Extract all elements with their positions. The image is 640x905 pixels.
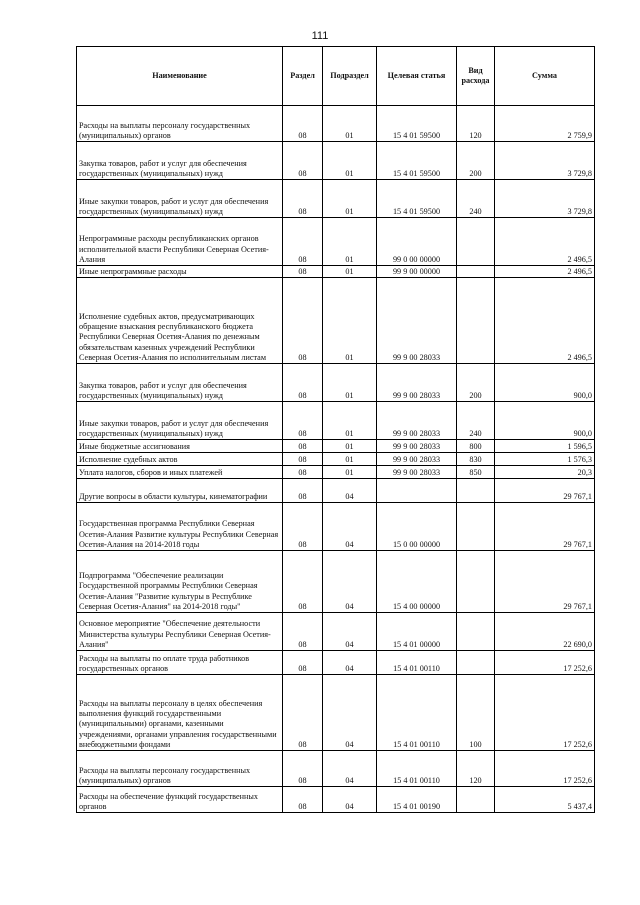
- table-body: [77, 106, 595, 813]
- cell-vid: 830: [457, 453, 495, 466]
- cell-name: Иные закупки товаров, работ и услуг для обеспечения государственных (муниципальных) нужд: [77, 180, 283, 218]
- cell-sum: 17 252,6: [495, 751, 595, 787]
- cell-podrazdel: 01: [323, 106, 377, 142]
- cell-razdel: 08: [283, 440, 323, 453]
- cell-name: Расходы на выплаты персоналу государственных (муниципальных) органов: [77, 106, 283, 142]
- cell-name: Иные непрограммные расходы: [77, 266, 283, 278]
- table-row: [77, 787, 595, 813]
- cell-target: 99 9 00 28033: [377, 453, 457, 466]
- cell-vid: [457, 551, 495, 613]
- cell-target: 99 9 00 28033: [377, 440, 457, 453]
- cell-podrazdel: 04: [323, 551, 377, 613]
- cell-podrazdel: 01: [323, 466, 377, 479]
- cell-sum: 1 596,5: [495, 440, 595, 453]
- cell-vid: 240: [457, 180, 495, 218]
- cell-target: 15 4 01 00190: [377, 787, 457, 813]
- cell-razdel: 08: [283, 787, 323, 813]
- table-row: [77, 180, 595, 218]
- table-row: [77, 278, 595, 364]
- cell-vid: [457, 503, 495, 551]
- cell-vid: [457, 651, 495, 675]
- table-row: [77, 675, 595, 751]
- cell-podrazdel: 04: [323, 479, 377, 503]
- cell-sum: 2 496,5: [495, 278, 595, 364]
- cell-sum: 2 759,9: [495, 106, 595, 142]
- table-row: [77, 218, 595, 266]
- cell-sum: 1 576,3: [495, 453, 595, 466]
- column-header-vid: Вид расхода: [457, 47, 495, 106]
- table-row: [77, 142, 595, 180]
- cell-vid: [457, 266, 495, 278]
- cell-razdel: 08: [283, 651, 323, 675]
- cell-razdel: 08: [283, 266, 323, 278]
- cell-vid: 200: [457, 364, 495, 402]
- table-row: [77, 364, 595, 402]
- table-row: [77, 503, 595, 551]
- cell-target: 15 4 01 00110: [377, 651, 457, 675]
- table-row: [77, 651, 595, 675]
- cell-podrazdel: 01: [323, 278, 377, 364]
- cell-sum: 29 767,1: [495, 551, 595, 613]
- cell-target: 15 0 00 00000: [377, 503, 457, 551]
- cell-sum: 2 496,5: [495, 266, 595, 278]
- cell-podrazdel: 01: [323, 402, 377, 440]
- cell-podrazdel: 01: [323, 453, 377, 466]
- table-row: [77, 266, 595, 278]
- table-header-row: [77, 47, 595, 106]
- cell-razdel: 08: [283, 503, 323, 551]
- cell-sum: 3 729,8: [495, 142, 595, 180]
- cell-vid: [457, 278, 495, 364]
- cell-podrazdel: 01: [323, 142, 377, 180]
- table-row: [77, 440, 595, 453]
- cell-vid: [457, 787, 495, 813]
- cell-vid: [457, 613, 495, 651]
- page-number: 111: [311, 30, 329, 42]
- cell-target: 15 4 01 59500: [377, 180, 457, 218]
- table-row: [77, 466, 595, 479]
- cell-name: Расходы на выплаты персоналу в целях обеспечения выполнения функций государственными (муниципальными) органами, казенными учреждениями, органами управления государственными внебюджетными фондами: [77, 675, 283, 751]
- cell-razdel: 08: [283, 751, 323, 787]
- cell-razdel: 08: [283, 142, 323, 180]
- cell-vid: 200: [457, 142, 495, 180]
- cell-podrazdel: 04: [323, 503, 377, 551]
- cell-name: Расходы на выплаты персоналу государственных (муниципальных) органов: [77, 751, 283, 787]
- table-row: [77, 106, 595, 142]
- cell-name: Иные закупки товаров, работ и услуг для обеспечения государственных (муниципальных) нужд: [77, 402, 283, 440]
- column-header-podrazdel: Подраздел: [323, 47, 377, 106]
- cell-name: Закупка товаров, работ и услуг для обеспечения государственных (муниципальных) нужд: [77, 142, 283, 180]
- cell-target: 99 9 00 28033: [377, 364, 457, 402]
- cell-podrazdel: 01: [323, 440, 377, 453]
- cell-podrazdel: 04: [323, 675, 377, 751]
- cell-sum: 22 690,0: [495, 613, 595, 651]
- cell-vid: 100: [457, 675, 495, 751]
- cell-target: 99 9 00 00000: [377, 266, 457, 278]
- cell-sum: 900,0: [495, 364, 595, 402]
- cell-target: 15 4 00 00000: [377, 551, 457, 613]
- cell-name: Государственная программа Республики Северная Осетия-Алания Развитие культуры Республики Северная Осетия-Алания на 2014-2018 годы: [77, 503, 283, 551]
- cell-name: Иные бюджетные ассигнования: [77, 440, 283, 453]
- cell-razdel: 08: [283, 278, 323, 364]
- cell-sum: 3 729,8: [495, 180, 595, 218]
- cell-name: Исполнение судебных актов: [77, 453, 283, 466]
- cell-razdel: 08: [283, 180, 323, 218]
- cell-podrazdel: 04: [323, 787, 377, 813]
- cell-razdel: 08: [283, 453, 323, 466]
- cell-target: 15 4 01 00110: [377, 751, 457, 787]
- cell-razdel: 08: [283, 479, 323, 503]
- cell-vid: 850: [457, 466, 495, 479]
- cell-razdel: 08: [283, 466, 323, 479]
- table-row: [77, 751, 595, 787]
- column-header-name: Наименование: [77, 47, 283, 106]
- cell-vid: 120: [457, 751, 495, 787]
- cell-name: Непрограммные расходы республиканских органов исполнительной власти Республики Северная Осетия-Алания: [77, 218, 283, 266]
- table-row: [77, 551, 595, 613]
- cell-sum: 5 437,4: [495, 787, 595, 813]
- cell-podrazdel: 01: [323, 266, 377, 278]
- column-header-target: Целевая статья: [377, 47, 457, 106]
- cell-name: Уплата налогов, сборов и иных платежей: [77, 466, 283, 479]
- cell-podrazdel: 01: [323, 180, 377, 218]
- cell-razdel: 08: [283, 675, 323, 751]
- cell-razdel: 08: [283, 364, 323, 402]
- cell-target: 99 0 00 00000: [377, 218, 457, 266]
- cell-razdel: 08: [283, 551, 323, 613]
- cell-podrazdel: 01: [323, 364, 377, 402]
- cell-vid: [457, 218, 495, 266]
- cell-sum: 2 496,5: [495, 218, 595, 266]
- cell-sum: 20,3: [495, 466, 595, 479]
- cell-sum: 29 767,1: [495, 479, 595, 503]
- cell-vid: 800: [457, 440, 495, 453]
- cell-name: Подпрограмма "Обеспечение реализации Государственной программы Республики Северная Осетия-Алания "Развитие культуры в Республике Северная Осетия-Алания" на 2014-2018 годы": [77, 551, 283, 613]
- table-row: [77, 453, 595, 466]
- cell-podrazdel: 04: [323, 751, 377, 787]
- budget-table: [76, 46, 595, 813]
- cell-target: 99 9 00 28033: [377, 402, 457, 440]
- table-row: [77, 613, 595, 651]
- cell-sum: 29 767,1: [495, 503, 595, 551]
- cell-name: Расходы на обеспечение функций государственных органов: [77, 787, 283, 813]
- cell-target: 15 4 01 59500: [377, 142, 457, 180]
- cell-target: [377, 479, 457, 503]
- cell-sum: 17 252,6: [495, 675, 595, 751]
- cell-name: Закупка товаров, работ и услуг для обеспечения государственных (муниципальных) нужд: [77, 364, 283, 402]
- cell-name: Исполнение судебных актов, предусматривающих обращение взыскания республиканского бюджета Республики Северная Осетия-Алания по денежным обязательствам казенных учреждений Республики Северная Осетия-Алания по исполнительным листам: [77, 278, 283, 364]
- column-header-sum: Сумма: [495, 47, 595, 106]
- cell-razdel: 08: [283, 218, 323, 266]
- table-row: [77, 479, 595, 503]
- table-row: [77, 402, 595, 440]
- cell-target: 15 4 01 00110: [377, 675, 457, 751]
- cell-name: Другие вопросы в области культуры, кинематографии: [77, 479, 283, 503]
- cell-podrazdel: 04: [323, 613, 377, 651]
- cell-name: Расходы на выплаты по оплате труда работников государственных органов: [77, 651, 283, 675]
- cell-target: 15 4 01 59500: [377, 106, 457, 142]
- cell-vid: 120: [457, 106, 495, 142]
- cell-razdel: 08: [283, 613, 323, 651]
- cell-podrazdel: 01: [323, 218, 377, 266]
- cell-razdel: 08: [283, 106, 323, 142]
- cell-sum: 17 252,6: [495, 651, 595, 675]
- cell-vid: 240: [457, 402, 495, 440]
- cell-name: Основное мероприятие "Обеспечение деятельности Министерства культуры Республики Северная Осетия-Алания": [77, 613, 283, 651]
- cell-sum: 900,0: [495, 402, 595, 440]
- cell-vid: [457, 479, 495, 503]
- column-header-razdel: Раздел: [283, 47, 323, 106]
- cell-podrazdel: 04: [323, 651, 377, 675]
- cell-target: 99 9 00 28033: [377, 278, 457, 364]
- cell-target: 15 4 01 00000: [377, 613, 457, 651]
- cell-target: 99 9 00 28033: [377, 466, 457, 479]
- cell-razdel: 08: [283, 402, 323, 440]
